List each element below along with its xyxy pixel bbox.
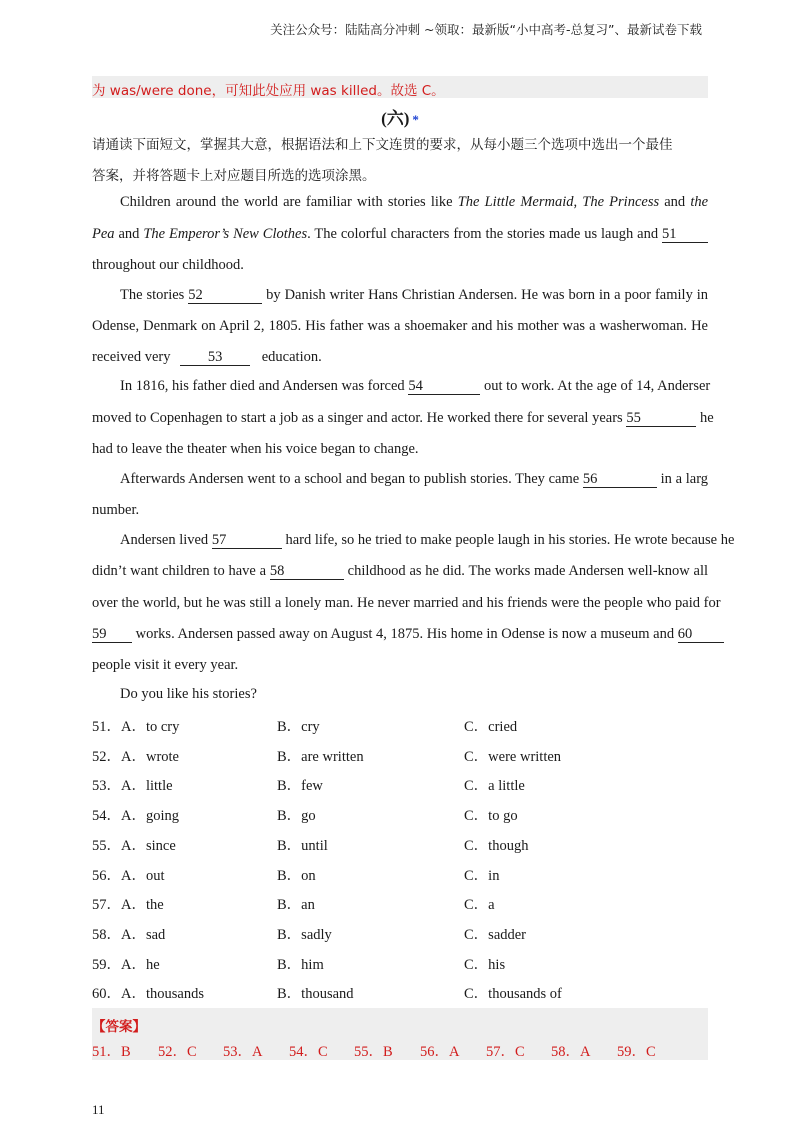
answer-item: 52．C	[158, 1044, 197, 1060]
option-a: A．out	[121, 868, 165, 884]
option-a: A．to cry	[121, 719, 180, 735]
option-number: 51．	[92, 719, 121, 735]
option-a: A．sad	[121, 927, 166, 943]
answer-item: 59．C	[617, 1044, 656, 1060]
passage-p2-line1: The stories 52 by Danish writer Hans Christian Andersen. He was born in a poor family in	[120, 287, 709, 303]
blank-54: 54	[408, 379, 480, 395]
option-a: A．wrote	[121, 749, 179, 765]
passage-p5-line4: 59 works. Andersen passed away on August 4, 1875. His home in Odense is now a museum and 60	[92, 626, 708, 643]
instructions-line-1: 请通读下面短文，掌握其大意，根据语法和上下文连贯的要求，从每小题三个选项中选出一个最佳	[92, 137, 673, 153]
option-b: B．few	[277, 778, 323, 794]
option-number: 54．	[92, 808, 121, 824]
option-b: B．thousand	[277, 986, 354, 1002]
passage-p2-line3: received very 53 education.	[92, 349, 322, 365]
blank-55: 55	[626, 411, 696, 427]
blank-60: 60	[678, 627, 724, 643]
passage-p3-line3: had to leave the theater when his voice began to change.	[92, 441, 419, 457]
star-icon: *	[412, 112, 419, 127]
answer-item: 55．B	[354, 1044, 393, 1060]
option-c: C．in	[464, 868, 500, 884]
option-b: B．on	[277, 868, 316, 884]
option-c: C．though	[464, 838, 529, 854]
prev-answer-bar	[92, 76, 708, 98]
option-c: C．a	[464, 897, 495, 913]
option-a: A．since	[121, 838, 176, 854]
option-b: B．sadly	[277, 927, 332, 943]
option-b: B．an	[277, 897, 315, 913]
passage-p1-line2: Pea and The Emperor’s New Clothes. The colorful characters from the stories made us laugh and 51	[92, 226, 708, 243]
option-number: 57．	[92, 897, 121, 913]
blank-56: 56	[583, 472, 657, 488]
passage-p2-line2: Odense, Denmark on April 2, 1805. His father was a shoemaker and his mother was a washerwoman. He	[92, 318, 708, 334]
option-b: B．are written	[277, 749, 364, 765]
answer-item: 57．C	[486, 1044, 525, 1060]
option-a: A．thousands	[121, 986, 204, 1002]
option-c: C．thousands of	[464, 986, 562, 1002]
option-number: 60．	[92, 986, 121, 1002]
option-c: C．his	[464, 957, 506, 973]
option-a: A．little	[121, 778, 173, 794]
option-c: C．sadder	[464, 927, 527, 943]
option-b: B．him	[277, 957, 324, 973]
blank-57: 57	[212, 533, 282, 549]
option-number: 56．	[92, 868, 121, 884]
option-number: 55．	[92, 838, 121, 854]
passage-p5-line3: over the world, but he was still a lonely man. He never married and his friends were the people who paid for	[92, 595, 721, 611]
answer-item: 56．A	[420, 1044, 460, 1060]
section-title	[0, 104, 800, 129]
passage-p5-line5: people visit it every year.	[92, 657, 239, 673]
option-number: 52．	[92, 749, 121, 765]
page-number: 11	[92, 1102, 105, 1117]
option-c: C．were written	[464, 749, 562, 765]
option-b: B．until	[277, 838, 328, 854]
option-number: 53．	[92, 778, 121, 794]
passage-p3-line1: In 1816, his father died and Andersen was forced 54 out to work. At the age of 14, Anderser	[120, 378, 711, 394]
passage-p6: Do you like his stories?	[120, 686, 257, 702]
passage-p1-line1: Children around the world are familiar with stories like The Little Mermaid, The Princess and the	[120, 194, 709, 210]
answer-block	[92, 1008, 708, 1060]
option-b: B．go	[277, 808, 316, 824]
answer-item: 51．B	[92, 1044, 131, 1060]
prev-answer-note: 为 was/were done，可知此处应用 was killed。故选 C。	[92, 83, 445, 99]
passage-p1-line3: throughout our childhood.	[92, 257, 244, 273]
option-c: C．cried	[464, 719, 518, 735]
blank-58: 58	[270, 564, 344, 580]
option-c: C．to go	[464, 808, 518, 824]
passage-p5-line1: Andersen lived 57 hard life, so he tried to make people laugh in his stories. He wrote because he	[120, 532, 735, 548]
option-a: A．he	[121, 957, 160, 973]
answer-item: 53．A	[223, 1044, 263, 1060]
blank-59: 59	[92, 627, 132, 643]
option-number: 58．	[92, 927, 121, 943]
option-a: A．the	[121, 897, 164, 913]
option-b: B．cry	[277, 719, 320, 735]
passage-p4-line2: number.	[92, 502, 140, 518]
answer-item: 58．A	[551, 1044, 591, 1060]
section-title-text: (六)	[381, 109, 410, 128]
option-number: 59．	[92, 957, 121, 973]
option-a: A．going	[121, 808, 179, 824]
option-c: C．a little	[464, 778, 525, 794]
blank-53: 53	[180, 350, 250, 366]
answer-label: 【答案】	[92, 1019, 146, 1035]
passage-p5-line2: didn’t want children to have a 58 childhood as he did. The works made Andersen well-know all	[92, 563, 709, 579]
page-header: 关注公众号：陆陆高分冲刺 ~领取：最新版“小中高考-总复习”、最新试卷下载	[270, 22, 702, 37]
blank-51: 51	[662, 227, 708, 243]
instructions-line-2: 答案，并将答题卡上对应题目所选的选项涂黑。	[92, 168, 376, 184]
blank-52: 52	[188, 288, 262, 304]
passage-p4-line1: Afterwards Andersen went to a school and began to publish stories. They came 56 in a larg	[120, 471, 709, 487]
answer-item: 54．C	[289, 1044, 328, 1060]
passage-p3-line2: moved to Copenhagen to start a job as a singer and actor. He worked there for several years 55 he	[92, 410, 714, 426]
